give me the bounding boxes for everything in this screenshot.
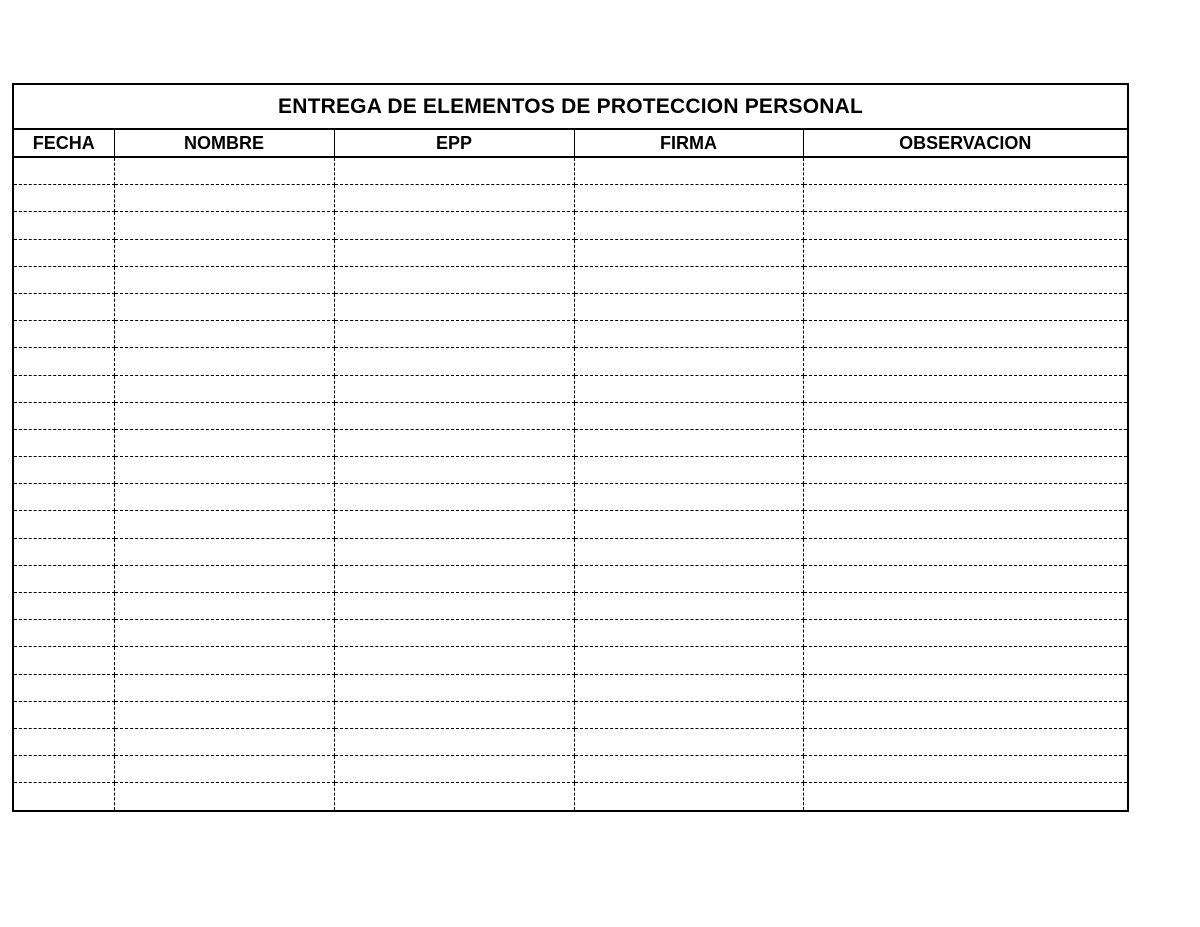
table-row: [14, 402, 1127, 429]
cell-fecha[interactable]: [14, 728, 114, 755]
cell-epp[interactable]: [334, 728, 574, 755]
header-row: [14, 130, 1127, 157]
cell-observacion[interactable]: [803, 511, 1127, 538]
cell-nombre[interactable]: [114, 565, 334, 592]
cell-fecha[interactable]: [14, 620, 114, 647]
column-header-observacion: OBSERVACION: [803, 130, 1127, 157]
cell-fecha[interactable]: [14, 701, 114, 728]
cell-observacion[interactable]: [803, 484, 1127, 511]
cell-nombre[interactable]: [114, 647, 334, 674]
table-row: [14, 511, 1127, 538]
table-row: [14, 157, 1127, 185]
cell-observacion[interactable]: [803, 375, 1127, 402]
cell-fecha[interactable]: [14, 429, 114, 456]
cell-nombre[interactable]: [114, 620, 334, 647]
cell-nombre[interactable]: [114, 783, 334, 810]
cell-fecha[interactable]: [14, 157, 114, 185]
epp-delivery-form: [12, 83, 1129, 812]
table-row: [14, 212, 1127, 239]
cell-observacion[interactable]: [803, 756, 1127, 783]
cell-firma[interactable]: [574, 348, 803, 375]
cell-firma[interactable]: [574, 239, 803, 266]
cell-epp[interactable]: [334, 511, 574, 538]
cell-epp[interactable]: [334, 293, 574, 320]
table-row: [14, 293, 1127, 320]
cell-epp[interactable]: [334, 484, 574, 511]
cell-nombre[interactable]: [114, 728, 334, 755]
cell-firma[interactable]: [574, 375, 803, 402]
cell-fecha[interactable]: [14, 239, 114, 266]
cell-observacion[interactable]: [803, 701, 1127, 728]
cell-fecha[interactable]: [14, 457, 114, 484]
column-header-epp: EPP: [334, 130, 574, 157]
cell-nombre[interactable]: [114, 484, 334, 511]
cell-fecha[interactable]: [14, 756, 114, 783]
cell-epp[interactable]: [334, 266, 574, 293]
cell-firma[interactable]: [574, 701, 803, 728]
cell-firma[interactable]: [574, 565, 803, 592]
cell-fecha[interactable]: [14, 593, 114, 620]
cell-fecha[interactable]: [14, 185, 114, 212]
cell-firma[interactable]: [574, 266, 803, 293]
log-body: [14, 157, 1127, 810]
cell-nombre[interactable]: [114, 701, 334, 728]
cell-fecha[interactable]: [14, 565, 114, 592]
cell-firma[interactable]: [574, 620, 803, 647]
cell-epp[interactable]: [334, 538, 574, 565]
column-header-firma: FIRMA: [574, 130, 803, 157]
cell-observacion[interactable]: [803, 402, 1127, 429]
table-row: [14, 185, 1127, 212]
cell-fecha[interactable]: [14, 266, 114, 293]
cell-epp[interactable]: [334, 375, 574, 402]
cell-observacion[interactable]: [803, 212, 1127, 239]
cell-firma[interactable]: [574, 538, 803, 565]
cell-firma[interactable]: [574, 647, 803, 674]
cell-observacion[interactable]: [803, 647, 1127, 674]
cell-epp[interactable]: [334, 429, 574, 456]
cell-nombre[interactable]: [114, 185, 334, 212]
cell-nombre[interactable]: [114, 266, 334, 293]
cell-nombre[interactable]: [114, 402, 334, 429]
cell-epp[interactable]: [334, 157, 574, 185]
cell-observacion[interactable]: [803, 293, 1127, 320]
cell-nombre[interactable]: [114, 457, 334, 484]
cell-fecha[interactable]: [14, 375, 114, 402]
cell-firma[interactable]: [574, 212, 803, 239]
cell-firma[interactable]: [574, 185, 803, 212]
table-row: [14, 484, 1127, 511]
cell-fecha[interactable]: [14, 538, 114, 565]
cell-fecha[interactable]: [14, 674, 114, 701]
cell-nombre[interactable]: [114, 375, 334, 402]
column-header-fecha: FECHA: [14, 130, 114, 157]
cell-nombre[interactable]: [114, 429, 334, 456]
cell-epp[interactable]: [334, 185, 574, 212]
cell-fecha[interactable]: [14, 783, 114, 810]
cell-epp[interactable]: [334, 321, 574, 348]
cell-observacion[interactable]: [803, 565, 1127, 592]
table-row: [14, 593, 1127, 620]
cell-firma[interactable]: [574, 484, 803, 511]
cell-nombre[interactable]: [114, 157, 334, 185]
cell-fecha[interactable]: [14, 321, 114, 348]
cell-firma[interactable]: [574, 429, 803, 456]
cell-nombre[interactable]: [114, 538, 334, 565]
cell-fecha[interactable]: [14, 293, 114, 320]
cell-nombre[interactable]: [114, 674, 334, 701]
table-row: [14, 375, 1127, 402]
table-row: [14, 728, 1127, 755]
table-row: [14, 321, 1127, 348]
cell-nombre[interactable]: [114, 321, 334, 348]
cell-firma[interactable]: [574, 293, 803, 320]
form-title: ENTREGA DE ELEMENTOS DE PROTECCION PERSONAL: [14, 85, 1127, 130]
table-row: [14, 701, 1127, 728]
cell-fecha[interactable]: [14, 212, 114, 239]
table-row: [14, 348, 1127, 375]
cell-observacion[interactable]: [803, 783, 1127, 810]
table-row: [14, 239, 1127, 266]
cell-observacion[interactable]: [803, 674, 1127, 701]
cell-fecha[interactable]: [14, 402, 114, 429]
cell-epp[interactable]: [334, 756, 574, 783]
cell-epp[interactable]: [334, 402, 574, 429]
cell-epp[interactable]: [334, 565, 574, 592]
cell-epp[interactable]: [334, 783, 574, 810]
table-row: [14, 266, 1127, 293]
delivery-log-table: [14, 130, 1127, 810]
cell-nombre[interactable]: [114, 348, 334, 375]
cell-observacion[interactable]: [803, 157, 1127, 185]
cell-nombre[interactable]: [114, 756, 334, 783]
cell-firma[interactable]: [574, 674, 803, 701]
cell-observacion[interactable]: [803, 728, 1127, 755]
cell-nombre[interactable]: [114, 239, 334, 266]
cell-firma[interactable]: [574, 593, 803, 620]
table-row: [14, 756, 1127, 783]
table-row: [14, 783, 1127, 810]
cell-fecha[interactable]: [14, 511, 114, 538]
column-header-nombre: NOMBRE: [114, 130, 334, 157]
cell-epp[interactable]: [334, 620, 574, 647]
cell-observacion[interactable]: [803, 429, 1127, 456]
cell-firma[interactable]: [574, 457, 803, 484]
cell-epp[interactable]: [334, 701, 574, 728]
cell-fecha[interactable]: [14, 348, 114, 375]
cell-observacion[interactable]: [803, 185, 1127, 212]
table-row: [14, 674, 1127, 701]
cell-firma[interactable]: [574, 511, 803, 538]
cell-firma[interactable]: [574, 402, 803, 429]
cell-epp[interactable]: [334, 674, 574, 701]
cell-observacion[interactable]: [803, 239, 1127, 266]
cell-nombre[interactable]: [114, 293, 334, 320]
cell-firma[interactable]: [574, 756, 803, 783]
table-row: [14, 620, 1127, 647]
cell-epp[interactable]: [334, 647, 574, 674]
cell-epp[interactable]: [334, 457, 574, 484]
cell-firma[interactable]: [574, 321, 803, 348]
cell-observacion[interactable]: [803, 457, 1127, 484]
cell-observacion[interactable]: [803, 593, 1127, 620]
cell-firma[interactable]: [574, 783, 803, 810]
cell-observacion[interactable]: [803, 348, 1127, 375]
cell-observacion[interactable]: [803, 266, 1127, 293]
cell-nombre[interactable]: [114, 212, 334, 239]
cell-fecha[interactable]: [14, 484, 114, 511]
cell-firma[interactable]: [574, 157, 803, 185]
table-row: [14, 565, 1127, 592]
cell-epp[interactable]: [334, 239, 574, 266]
cell-epp[interactable]: [334, 593, 574, 620]
table-row: [14, 647, 1127, 674]
cell-fecha[interactable]: [14, 647, 114, 674]
table-row: [14, 457, 1127, 484]
cell-epp[interactable]: [334, 348, 574, 375]
cell-firma[interactable]: [574, 728, 803, 755]
cell-nombre[interactable]: [114, 593, 334, 620]
cell-observacion[interactable]: [803, 620, 1127, 647]
table-row: [14, 538, 1127, 565]
cell-epp[interactable]: [334, 212, 574, 239]
cell-nombre[interactable]: [114, 511, 334, 538]
cell-observacion[interactable]: [803, 538, 1127, 565]
cell-observacion[interactable]: [803, 321, 1127, 348]
table-row: [14, 429, 1127, 456]
